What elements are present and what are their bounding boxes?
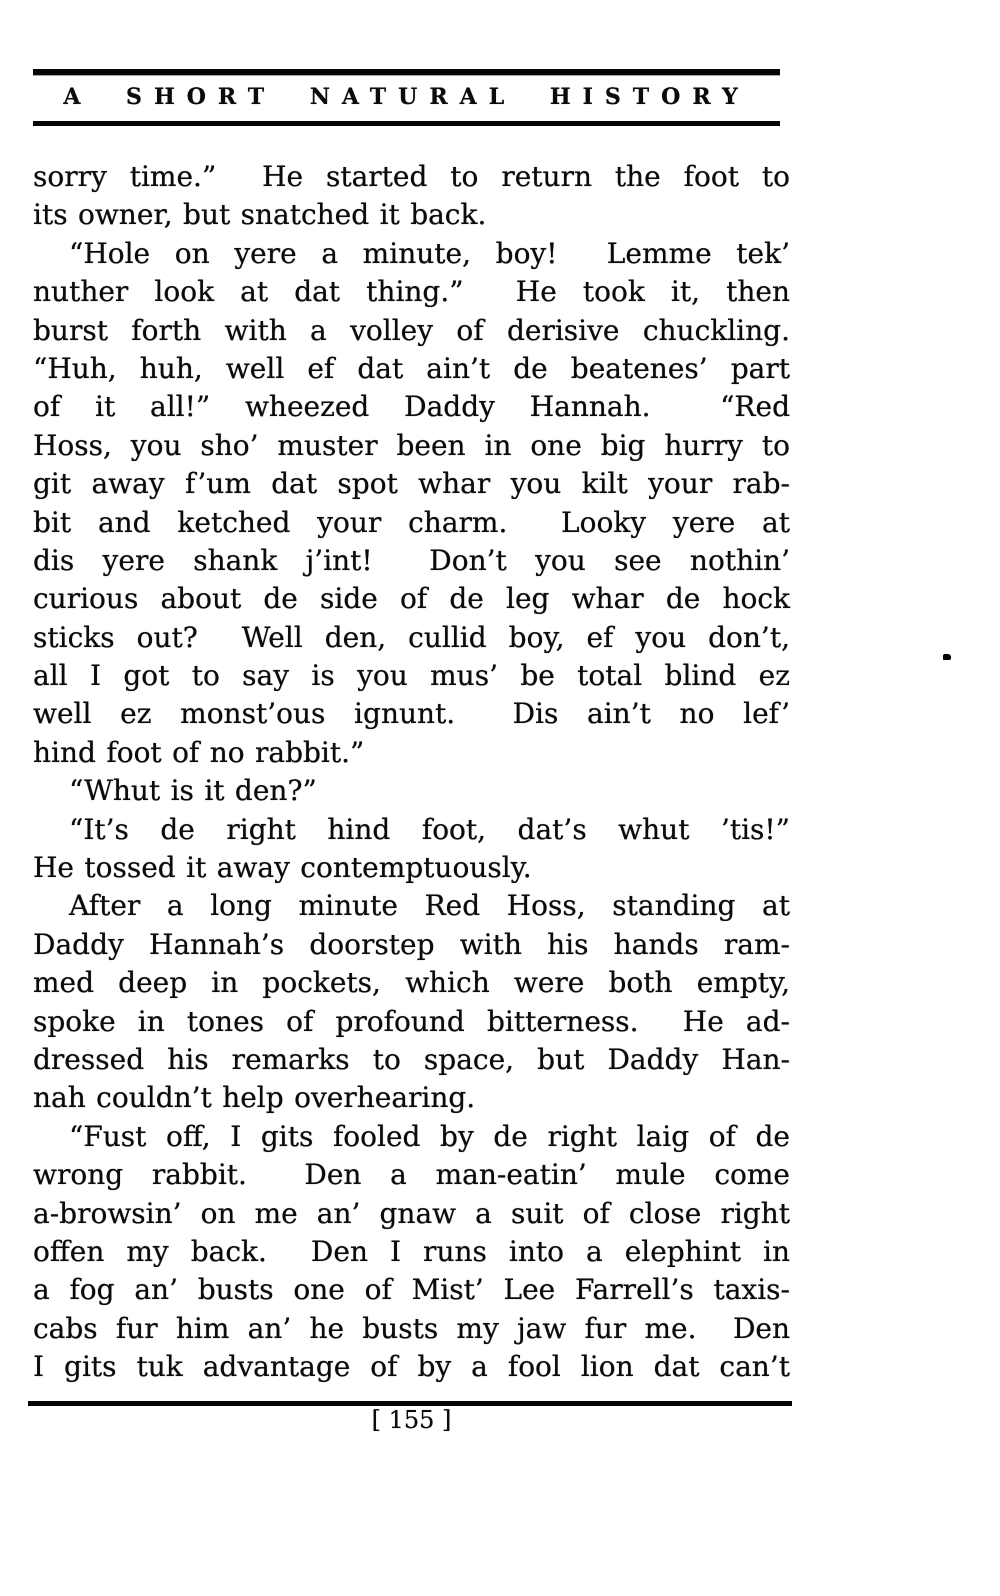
text-line: of it all!” wheezed Daddy Hannah. “Red: [33, 390, 790, 424]
text-line: bit and ketched your charm. Looky yere at: [33, 505, 790, 539]
text-line: sorry time.” He started to return the foot to: [33, 160, 790, 193]
text-line: a fog an’ busts one of Mist’ Lee Farrell’s taxis-: [33, 1273, 790, 1307]
text-line: dis yere shank j’int! Don’t you see nothin’: [33, 543, 790, 577]
text-line: “Hole on yere a minute, boy! Lemme tek’: [69, 236, 790, 270]
text-line: med deep in pockets, which were both empty,: [33, 966, 790, 1000]
text-line: sticks out? Well den, cullid boy, ef you don’t,: [33, 620, 790, 654]
text-line: all I got to say is you mus’ be total blind ez: [33, 659, 790, 693]
page-number: [ 155 ]: [371, 1406, 452, 1434]
text-line: He tossed it away contemptuously.: [33, 851, 532, 885]
text-line: wrong rabbit. Den a man-eatin’ mule come: [33, 1158, 790, 1192]
text-line: nah couldn’t help overhearing.: [33, 1081, 476, 1115]
text-line: “Huh, huh, well ef dat ain’t de beatenes’ part: [33, 351, 790, 385]
header-rule-top: [33, 69, 780, 75]
running-head-title: A SHORT NATURAL HISTORY: [63, 84, 750, 110]
text-line: well ez monst’ous ignunt. Dis ain’t no lef’: [33, 697, 790, 731]
text-line: curious about de side of de leg whar de hock: [33, 582, 790, 616]
header-rule-bottom: [33, 121, 780, 126]
ink-speck: [943, 654, 951, 660]
text-line: “It’s de right hind foot, dat’s whut ’tis!”: [69, 812, 790, 846]
text-line: burst forth with a volley of derisive chuckling.: [33, 313, 790, 347]
text-line: git away f’um dat spot whar you kilt your rab-: [33, 467, 790, 501]
text-line: Hoss, you sho’ muster been in one big hurry to: [33, 428, 790, 462]
text-line: cabs fur him an’ he busts my jaw fur me. Den: [33, 1311, 790, 1345]
text-line: hind foot of no rabbit.”: [33, 735, 365, 769]
text-line: nuther look at dat thing.” He took it, then: [33, 275, 790, 309]
text-line: offen my back. Den I runs into a elephint in: [33, 1234, 790, 1268]
text-line: “Fust off, I gits fooled by de right laig of de: [69, 1119, 790, 1153]
text-line: After a long minute Red Hoss, standing at: [69, 889, 790, 923]
text-line: its owner, but snatched it back.: [33, 198, 487, 232]
text-line: “Whut is it den?”: [69, 774, 317, 808]
text-line: a-browsin’ on me an’ gnaw a suit of close right: [33, 1196, 790, 1230]
text-line: I gits tuk advantage of by a fool lion dat can’t: [33, 1350, 790, 1384]
text-line: spoke in tones of profound bitterness. He ad-: [33, 1004, 790, 1038]
body-text: [33, 158, 790, 1387]
text-line: Daddy Hannah’s doorstep with his hands ram-: [33, 927, 790, 961]
text-line: dressed his remarks to space, but Daddy Han-: [33, 1042, 790, 1076]
